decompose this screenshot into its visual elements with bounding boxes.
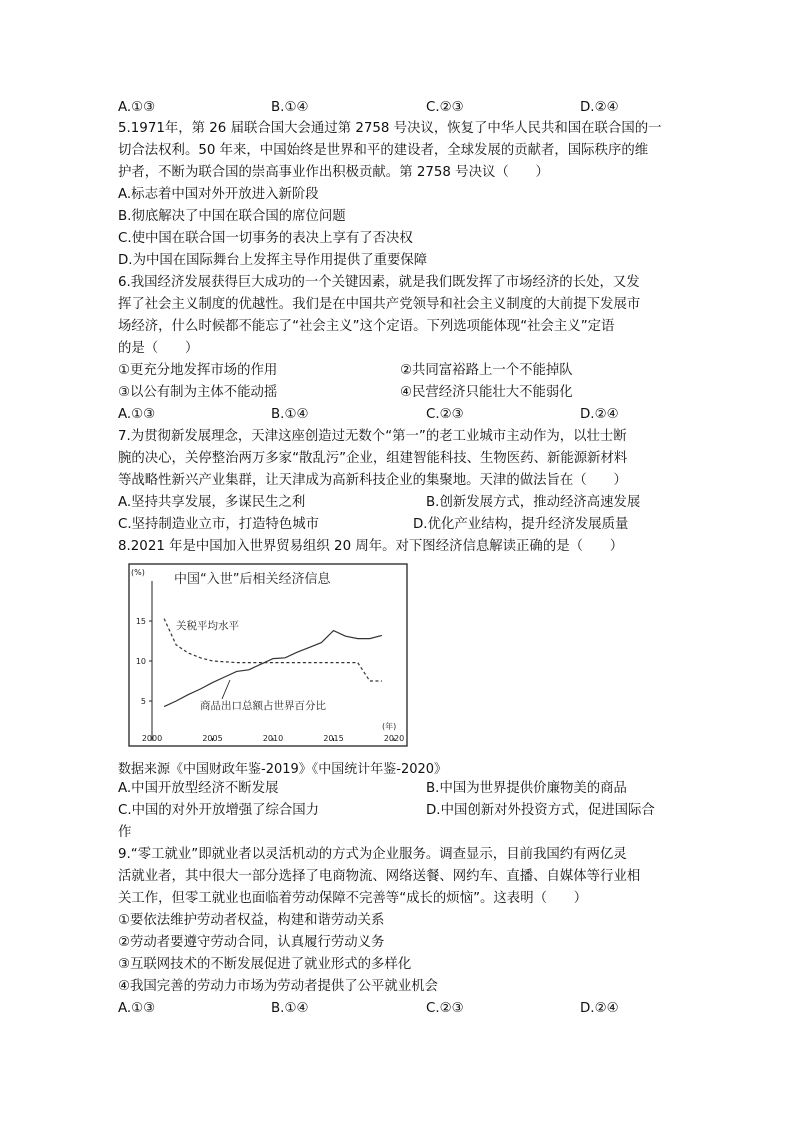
- q8-option-d-continued: 作: [118, 825, 132, 840]
- q9-item-2: ②劳动者要遵守劳动合同，认真履行劳动义务: [118, 935, 385, 950]
- q6-stem-line: 场经济，什么时候都不能忘了“社会主义”这个定语。下列选项能体现“社会主义”定语: [118, 319, 615, 334]
- economic-info-chart: [126, 561, 408, 749]
- q6-item-1: ①更充分地发挥市场的作用: [118, 363, 278, 378]
- x-tick-label: 2000: [141, 734, 163, 743]
- chart-frame: [129, 564, 407, 746]
- export-share-line: [164, 631, 382, 707]
- q4-option-b: B.①④: [271, 100, 309, 115]
- q6-option-a: A.①③: [118, 407, 156, 422]
- q5-option-a: A.标志着中国对外开放进入新阶段: [118, 187, 319, 202]
- q4-option-d: D.②④: [580, 100, 619, 115]
- chart-canvas: [126, 561, 408, 749]
- q4-option-c: C.②③: [426, 100, 464, 115]
- x-tick-label: 2015: [323, 734, 344, 743]
- q8-option-a: A.中国开放型经济不断发展: [118, 781, 279, 796]
- q7-option-a: A.坚持共享发展，多谋民生之利: [118, 495, 306, 510]
- chart-data-source: 数据来源《中国财政年鉴-2019》《中国统计年鉴-2020》: [118, 762, 448, 777]
- series-label-tariff: 关税平均水平: [176, 620, 239, 632]
- q9-item-4: ④我国完善的劳动力市场为劳动者提供了公平就业机会: [118, 979, 438, 994]
- y-axis-unit-label: (%): [131, 568, 145, 577]
- q7-option-b: B.创新发展方式，推动经济高速发展: [426, 495, 641, 510]
- q9-item-1: ①要依法维护劳动者权益，构建和谐劳动关系: [118, 913, 385, 928]
- q7-stem-line: 7.为贯彻新发展理念，天津这座创造过无数个“第一”的老工业城市主动作为，以壮士断: [118, 429, 627, 444]
- q4-option-a: A.①③: [118, 100, 156, 115]
- q9-item-3: ③互联网技术的不断发展促进了就业形式的多样化: [118, 957, 412, 972]
- q6-item-2: ②共同富裕路上一个不能掉队: [400, 363, 573, 378]
- y-tick-label: 10: [135, 657, 146, 666]
- x-tick-label: 2005: [202, 734, 223, 743]
- q6-option-d: D.②④: [580, 407, 619, 422]
- q5-stem-line: 护者，不断为联合国的崇高事业作出积极贡献。第 2758 号决议（ ）: [118, 165, 549, 180]
- q6-option-b: B.①④: [271, 407, 309, 422]
- q8-option-c: C.中国的对外开放增强了综合国力: [118, 803, 320, 818]
- y-tick-label: 15: [135, 617, 146, 626]
- y-tick-label: 5: [140, 697, 146, 706]
- q6-stem-line: 6.我国经济发展获得巨大成功的一个关键因素，就是我们既发挥了市场经济的长处，又发: [118, 275, 640, 290]
- q8-stem: 8.2021 年是中国加入世界贸易组织 20 周年。对下图经济信息解读正确的是（ ）: [118, 539, 624, 554]
- series-label-export-share: 商品出口总额占世界百分比: [200, 700, 326, 712]
- q7-stem-line: 等战略性新兴产业集群，让天津成为高新科技企业的集聚地。天津的做法旨在（ ）: [118, 473, 627, 488]
- q5-stem-line: 5.1971年，第 26 届联合国大会通过第 2758 号决议，恢复了中华人民共和国在联合国的一: [118, 121, 662, 136]
- q9-stem-line: 9.“零工就业”即就业者以灵活机动的方式为企业服务。调查显示，目前我国约有两亿灵: [118, 847, 627, 862]
- x-tick-label: 2010: [262, 734, 284, 743]
- x-tick-label: 2020: [383, 734, 405, 743]
- q6-item-4: ④民营经济只能壮大不能弱化: [400, 385, 573, 400]
- q9-stem-line: 活就业者，其中很大一部分选择了电商物流、网络送餐、网约车、直播、自媒体等行业相: [118, 869, 641, 884]
- q6-item-3: ③以公有制为主体不能动摇: [118, 385, 278, 400]
- q5-option-c: C.使中国在联合国一切事务的表决上享有了否决权: [118, 231, 413, 246]
- q8-option-d: D.中国创新对外投资方式，促进国际合: [426, 803, 655, 818]
- q9-option-a: A.①③: [118, 1001, 156, 1016]
- q9-option-d: D.②④: [580, 1001, 619, 1016]
- q7-stem-line: 腕的决心，关停整治两万多家“散乱污”企业，组建智能科技、生物医药、新能源新材料: [118, 451, 628, 466]
- chart-title: 中国“入世”后相关经济信息: [174, 572, 331, 587]
- x-axis-unit-label: (年): [382, 722, 397, 731]
- q6-stem-line: 挥了社会主义制度的优越性。我们是在中国共产党领导和社会主义制度的大前提下发展市: [118, 297, 641, 312]
- q6-stem-line: 的是（ ）: [118, 341, 199, 356]
- q6-option-c: C.②③: [426, 407, 464, 422]
- q9-option-b: B.①④: [271, 1001, 309, 1016]
- series-label-leader: [222, 680, 230, 699]
- q8-option-b: B.中国为世界提供价廉物美的商品: [426, 781, 627, 796]
- q5-option-b: B.彻底解决了中国在联合国的席位问题: [118, 209, 346, 224]
- q5-stem-line: 切合法权利。50 年来，中国始终是世界和平的建设者，全球发展的贡献者，国际秩序的维: [118, 143, 649, 158]
- q7-option-c: C.坚持制造业立市，打造特色城市: [118, 517, 320, 532]
- q5-option-d: D.为中国在国际舞台上发挥主导作用提供了重要保障: [118, 253, 428, 268]
- q9-option-c: C.②③: [426, 1001, 464, 1016]
- q9-stem-line: 关工作，但零工就业也面临着劳动保障不完善等“成长的烦恼”。这表明（ ）: [118, 891, 588, 906]
- q7-option-d: D.优化产业结构，提升经济发展质量: [413, 517, 629, 532]
